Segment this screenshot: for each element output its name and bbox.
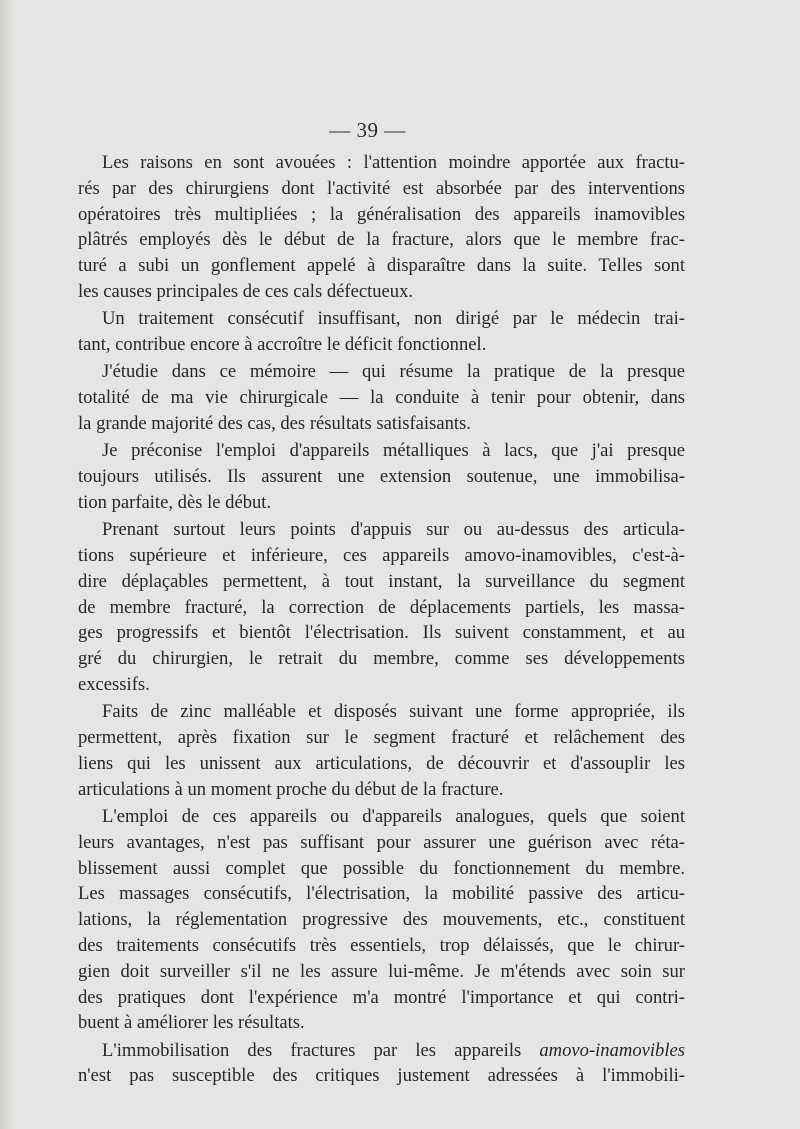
text-line: articulations à un moment proche du début de la fracture. — [78, 778, 504, 800]
text-line: Les raisons en sont avouées : l'attention moindre apportée aux fractu- — [102, 152, 685, 173]
text-line: totalité de ma vie chirurgicale — la conduite à tenir pour obtenir, dans — [78, 387, 685, 409]
text-line: permettent, après fixation sur le segment fracturé et relâchement des — [78, 727, 685, 749]
text-line: Prenant surtout leurs points d'appuis sur ou au-dessus des articula- — [102, 519, 685, 541]
text-line: rés par des chirurgiens dont l'activité est absorbée par des interventions — [78, 177, 685, 199]
text-line: buent à améliorer les résultats. — [78, 1012, 305, 1034]
italic-term: amovo-inamovibles — [539, 1039, 685, 1061]
text-line: Un traitement consécutif insuffisant, non dirigé par le médecin trai- — [102, 308, 685, 330]
paragraph-5 — [78, 517, 685, 698]
text-line: J'étudie dans ce mémoire — qui résume la pratique de la presque — [102, 361, 685, 383]
text-line: gien doit surveiller s'il ne les assure lui-même. Je m'étends avec soin sur — [78, 960, 685, 982]
text-line: liens qui les unissent aux articulations, de découvrir et d'assouplir les — [78, 752, 685, 774]
text-line: gré du chirurgien, le retrait du membre, comme ses développements — [78, 648, 685, 670]
paragraph-2 — [78, 306, 685, 358]
paragraph-3 — [78, 359, 685, 436]
text-line: excessifs. — [78, 673, 150, 695]
text-line: blissement aussi complet que possible du fonctionnement du membre. — [78, 857, 685, 879]
text-line: des pratiques dont l'expérience m'a montré l'importance et qui contri- — [78, 986, 685, 1008]
text-line — [78, 1038, 685, 1064]
paragraph-8 — [78, 1038, 685, 1090]
paragraph-1 — [78, 150, 685, 305]
body-text — [78, 150, 685, 1091]
text-line: turé a subi un gonflement appelé à disparaître dans la suite. Telles sont — [78, 255, 685, 277]
paragraph-6 — [78, 699, 685, 802]
text-line: la grande majorité des cas, des résultats satisfaisants. — [78, 412, 471, 434]
text-line: tion parfaite, dès le début. — [78, 491, 272, 513]
text-line: lations, la réglementation progressive des mouvements, etc., constituent — [78, 909, 685, 931]
text-line: L'emploi de ces appareils ou d'appareils analogues, quels que soient — [102, 805, 685, 827]
text-line: dire déplaçables permettent, à tout instant, la surveillance du segment — [78, 570, 685, 592]
text-line: les causes principales de ces cals défectueux. — [78, 280, 414, 302]
text-line-segment: L'immobilisation des fractures par les appareils — [102, 1039, 540, 1061]
text-line: de membre fracturé, la correction de déplacements partiels, les massa- — [78, 596, 685, 618]
text-line: tions supérieure et inférieure, ces appareils amovo-inamovibles, c'est-à- — [78, 544, 685, 566]
text-line: n'est pas susceptible des critiques justement adressées à l'immobili- — [78, 1065, 685, 1087]
text-line: opératoires très multipliées ; la généralisation des appareils inamovibles — [78, 203, 685, 225]
text-line: Je préconise l'emploi d'appareils métalliques à lacs, que j'ai presque — [102, 440, 685, 462]
text-line: plâtrés employés dès le début de la fracture, alors que le membre frac- — [78, 229, 685, 251]
paragraph-7 — [78, 804, 685, 1036]
text-line: leurs avantages, n'est pas suffisant pour assurer une guérison avec réta- — [78, 831, 685, 853]
text-line: tant, contribue encore à accroître le déficit fonctionnel. — [78, 334, 487, 356]
text-line: des traitements consécutifs très essentiels, trop délaissés, que le chirur- — [78, 934, 685, 956]
text-line: Faits de zinc malléable et disposés suivant une forme appropriée, ils — [102, 701, 685, 723]
text-line: toujours utilisés. Ils assurent une extension soutenue, une immobilisa- — [78, 466, 685, 488]
text-line: ges progressifs et bientôt l'électrisation. Ils suivent constamment, et au — [78, 622, 685, 644]
text-line: Les massages consécutifs, l'électrisation, la mobilité passive des articu- — [78, 883, 685, 905]
page-number: — 39 — — [329, 118, 406, 142]
paragraph-4 — [78, 438, 685, 515]
